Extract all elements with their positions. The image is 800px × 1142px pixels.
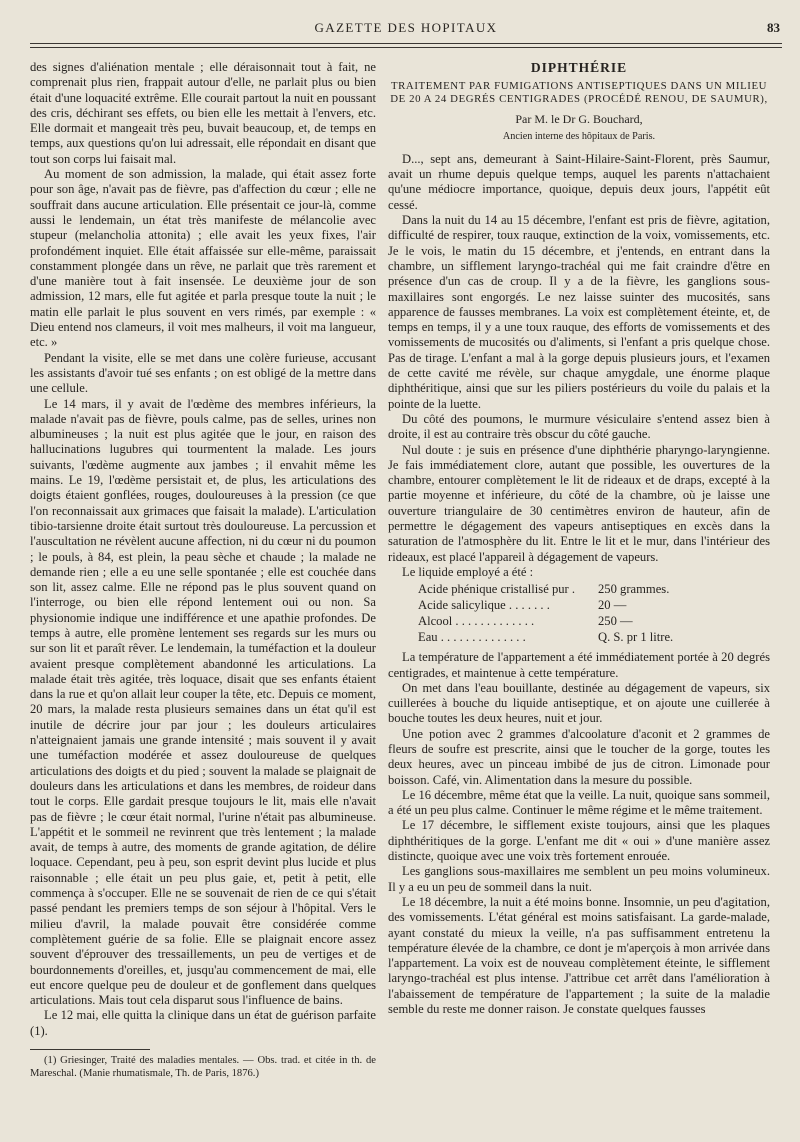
prescription-row xyxy=(418,630,770,646)
page-header xyxy=(30,20,782,40)
paragraph: Dans la nuit du 14 au 15 décembre, l'enfant est pris de fièvre, agitation, difficulté de respirer, toux rauque, extinction de la voix, vomissements, etc. Je le vois, le matin du 15 décembre, et j'entends, en entrant dans la chambre, un sifflement laryngo-trachéal qui me fait craindre d'être en présence d'un cas de croup. Il y a de la fièvre, les ganglions sous-maxillaires sont engorgés. Le nez laisse suinter des mucosités, sans apparence de fausses membranes. La voix est complètement éteinte, et, de temps en temps, il y a une toux rauque, des efforts de vomissements et des vomissements de mucosités ou d'aliments, si l'enfant a pris quelque chose. Pas de tirage. L'enfant a mal à la gorge depuis plusieurs jours, et l'examen de cette cavité me révèle, sur chaque amygdale, une énorme plaque diphthéritique, ainsi que sur les piliers postérieurs du voile du palais et la pointe de la luette. xyxy=(388,213,770,411)
paragraph: D..., sept ans, demeurant à Saint-Hilaire-Saint-Florent, près Saumur, avait un rhume depuis quelque temps, auquel les parents n'attachaient qu'une médiocre importance, quoique, depuis deux jours, l'appétit eût cessé. xyxy=(388,151,770,212)
paragraph: des signes d'aliénation mentale ; elle déraisonnait tout à fait, ne comprenait plus rien, frappait autour d'elle, ne parlait plus ou bien était d'une loquacité extrême. Elle courait partout la nuit en poussant des cris, déchirant ses effets, ou bien elle les mettait à l'envers, etc. Elle dormait et mangeait très peu, buvait beaucoup, et, de temps en temps, aux questions qu'on lui adressait, elle répondait en disant que tout son corps lui faisait mal. xyxy=(30,60,376,166)
ingredient-quantity: Q. S. pr 1 litre. xyxy=(598,630,674,645)
author-affiliation: Ancien interne des hôpitaux de Paris. xyxy=(502,130,656,142)
footnote-divider xyxy=(30,1049,150,1050)
paragraph: Le 16 décembre, même état que la veille. La nuit, quoique sans sommeil, a été un peu plus calme. Continuer le même régime et le même traitement. xyxy=(388,787,770,818)
paragraph: Le 17 décembre, le sifflement existe toujours, ainsi que les plaques diphthéritiques de la gorge. L'enfant me dit « oui » d'une manière assez distincte, quoique avec une voix très fortement enrouée. xyxy=(388,818,770,864)
paragraph: Le 14 mars, il y avait de l'œdème des membres inférieurs, la malade n'avait pas de fièvre, pouls calme, pas de selles, urines non albumineuses ; la nuit est plus agitée que le jour, en raison des hallucinations lugubres qui tourmentent la malade. Les jours suivants, l'œdème augmente aux jambes ; il envahit même les mains. Le 19, l'œdème persistait et, de plus, les articulations des doigts étaient gonflées, rouges, douloureuses à la pression (ce que l'on reconnaissait aux grimaces que faisait la malade). L'articulation tibio-tarsienne droite était surtout très douloureuse. La percussion et l'auscultation ne révèlent aucune affection, ni du cœur ni du poumon ; le pouls, à 84, est plein, la peau sèche et chaude ; la malade ne demande rien ; elle a eu une selle spontanée ; elle est couchée dans son lit, assez calme. Elle ne répond pas le plus souvent quand on l'interroge, ou bien elle répond lentement oui ou non. Sa physionomie indique une indifférence et une apathie profondes. De temps à autre, elle promène lentement ses regards sur les murs ou sur son lit et paraît rêver. Le lendemain, la tuméfaction et la douleur avaient presque complètement abandonné les articulations. La malade était très agitée, très loquace, disait que ses enfants étaient dans la rue et qu'on allait leur couper la tête, etc. Depuis ce moment, 20 mars, la malade resta plusieurs semaines dans un état qu'il est inutile de décrire jour par jour ; les douleurs articulaires n'atteignaient jamais une grande intensité ; mais souvent il y avait une tuméfaction modérée et assez douloureuse de quelques articulations des doigts et du pied ; souvent la malade se plaignait de douleurs dans les articulations et dans les membres, de roideur dans tout le corps. Elle gardait presque toujours le lit, mais elle n'avait pas de fièvre ; le cœur était normal, l'urine n'était pas albumineuse. L'appétit et le sommeil ne revinrent que très lentement ; la malade avait, de temps à autre, des moments de grande agitation, de délire loquace. Cependant, peu à peu, son esprit devint plus lucide et plus raisonnable ; elle était un peu plus gaie, et, petit à petit, elle commença à s'occuper. Elle ne se souvenait de rien de ce qui s'était passé pendant les premiers temps de son séjour à l'hôpital. Vers le milieu d'avril, la malade pouvait être considérée comme complètement guérie de sa folie. Elle se plaignait encore assez souvent d'éprouver des tressaillements, un peu de vertiges et de bourdonnements d'oreilles, et, jusqu'au commencement de mai, elle eut encore quelque peu de douleur et de gonflement dans quelques articulations. Mais tout cela disparut sous l'influence de bains. xyxy=(30,396,376,1008)
article-author: Par M. le Dr G. Bouchard, xyxy=(515,112,643,127)
article-title: DIPHTHÉRIE xyxy=(530,60,628,75)
paragraph: La température de l'appartement a été immédiatement portée à 20 degrés centigrades, et maintenue à cette température. xyxy=(388,650,770,680)
paragraph: Les ganglions sous-maxillaires me semblent un peu moins volumineux. Il y a eu un peu de sommeil dans la nuit. xyxy=(388,864,770,894)
ingredient-name: Acide phénique cristallisé pur . xyxy=(418,582,576,597)
paragraph: Du côté des poumons, le murmure vésiculaire s'entend assez bien à droite, il est au contraire très obscur du côté gauche. xyxy=(388,411,770,442)
header-rule-bottom xyxy=(30,47,782,48)
ingredient-name: Alcool . . . . . . . . . . . . . xyxy=(418,614,535,629)
paragraph: On met dans l'eau bouillante, destinée au dégagement de vapeurs, six cuillerées à bouche du liquide antiseptique, et on ajoute une cuillerée à bouche toutes les deux heures, nuit et jour. xyxy=(388,680,770,726)
header-rule-top xyxy=(30,43,782,44)
ingredient-quantity: 250 — xyxy=(598,614,633,629)
left-column xyxy=(30,60,376,1080)
ingredient-quantity: 20 — xyxy=(598,598,627,613)
prescription-table xyxy=(388,582,770,646)
paragraph: Pendant la visite, elle se met dans une colère furieuse, accusant les assistants d'avoir tué ses enfants ; on est obligé de la mettre dans une cellule. xyxy=(30,350,376,396)
journal-title: GAZETTE DES HOPITAUX xyxy=(314,20,498,35)
ingredient-name: Acide salicylique . . . . . . . xyxy=(418,598,550,613)
paragraph: Nul doute : je suis en présence d'une diphthérie pharyngo-laryngienne. Je fais immédiatement clore, autant que possible, les ouvertures de la chambre, entourer complètement le lit de rideaux et de draps, excepté à la partie moyenne et inférieure, du côté de la chambre, où je laisse une ouverture triangulaire de 30 centimètres environ de hauteur, afin de permettre le dégagement des vapeurs antiseptiques en excès dans la saturation de l'atmosphère du lit. Entre le lit et le mur, dans l'intérieur des rideaux, est placé l'appareil à dégagement de vapeurs. xyxy=(388,442,770,564)
ingredient-quantity: 250 grammes. xyxy=(598,582,670,597)
prescription-row xyxy=(418,582,770,598)
ingredient-name: Eau . . . . . . . . . . . . . . xyxy=(418,630,526,645)
prescription-row xyxy=(418,614,770,630)
footnote: (1) Griesinger, Traité des maladies mentales. — Obs. trad. et citée in th. de Mareschal. (Manie rhumatismale, Th. de Paris, 1876.) xyxy=(30,1055,376,1079)
paragraph: Le 18 décembre, la nuit a été moins bonne. Insomnie, un peu d'agitation, des vomissements. L'état général est moins satisfaisant. La garde-malade, ayant constaté du mieux la veille, n'a pas suffisamment entretenu la température élevée de la chambre, ce dont je m'aperçois à mon arrivée dans l'appartement. La voix est de nouveau complètement éteinte, le sifflement laryngo-trachéal est plus intense. J'attribue cet arrêt dans l'amélioration à l'abaissement de température de l'appartement ; la suite de la maladie semble du reste me donner raison. Je constate quelques fausses xyxy=(388,894,770,1017)
paragraph: Une potion avec 2 grammes d'alcoolature d'aconit et 2 grammes de fleurs de soufre est prescrite, ainsi que le toucher de la gorge, toutes les deux heures, avec un pinceau imbibé de jus de citron. Limonade pour boisson. Café, vin. Alimentation dans la mesure du possible. xyxy=(388,726,770,787)
right-column xyxy=(388,60,770,1017)
article-subtitle: TRAITEMENT PAR FUMIGATIONS ANTISEPTIQUES DANS UN MILIEU DE 20 A 24 DEGRÉS CENTIGRADES (PROCÉDÉ RENOU, DE SAUMUR), xyxy=(390,80,768,106)
paragraph: Le liquide employé a été : xyxy=(402,564,534,579)
page-number: 83 xyxy=(767,20,780,35)
paragraph: Au moment de son admission, la malade, qui était assez forte pour son âge, n'avait pas de fièvre, pas d'affection du cœur ; elle ne souffrait dans aucune articulation. Elle présentait ce jour-là, comme aussi le lendemain, un état très manifeste de mélancolie avec stupeur (melancholia attonita) ; elle avait les yeux fixes, l'air profondément inquiet. Elle était affaissée sur elle-même, paraissait constamment plongée dans un rêve, ne parlait que très rarement et d'une manière tout à fait insensée. Le deuxième jour de son admission, 12 mars, elle fut agitée et parla presque toute la nuit ; le matin elle parlait le plus souvent en vers rimés, par exemple : « Dieu entend nos clameurs, il voit mes malheurs, il voit ma langueur, etc. » xyxy=(30,167,376,350)
paragraph: Le 12 mai, elle quitta la clinique dans un état de guérison parfaite (1). xyxy=(30,1008,376,1038)
prescription-row xyxy=(418,598,770,614)
